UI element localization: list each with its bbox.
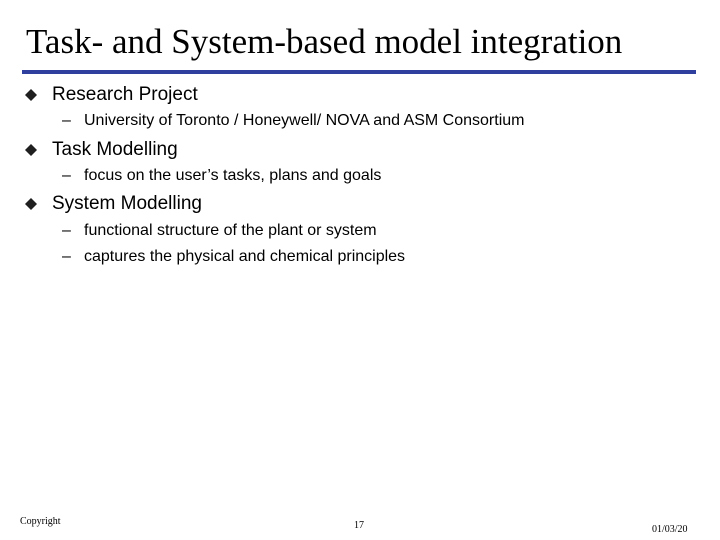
sub-bullet-text: captures the physical and chemical principles bbox=[84, 248, 406, 265]
footer-date: 01/03/20 bbox=[652, 524, 688, 535]
footer-copyright: Copyright bbox=[20, 516, 61, 527]
title-underline bbox=[22, 70, 696, 74]
sub-bullet-item bbox=[62, 247, 405, 267]
dash-marker: – bbox=[62, 112, 71, 129]
diamond-bullet-icon bbox=[25, 144, 37, 156]
dash-marker: – bbox=[62, 248, 71, 265]
diamond-bullet-icon bbox=[25, 198, 37, 210]
dash-marker: – bbox=[62, 167, 71, 184]
sub-bullet-item bbox=[62, 166, 381, 186]
title-underline-bar bbox=[22, 70, 696, 74]
bullet-text: System Modelling bbox=[52, 193, 202, 214]
sub-bullet-item bbox=[62, 221, 377, 241]
sub-bullet-text: functional structure of the plant or system bbox=[84, 222, 377, 239]
dash-marker: – bbox=[62, 222, 71, 239]
sub-bullet-item bbox=[62, 111, 524, 131]
slide-title: Task- and System-based model integration bbox=[26, 22, 623, 61]
sub-bullet-text: University of Toronto / Honeywell/ NOVA and ASM Consortium bbox=[84, 112, 525, 129]
footer-page-number: 17 bbox=[354, 520, 364, 531]
bullet-text: Research Project bbox=[52, 84, 198, 105]
sub-bullet-text: focus on the user’s tasks, plans and goals bbox=[84, 167, 382, 184]
diamond-bullet-icon bbox=[25, 89, 37, 101]
bullet-text: Task Modelling bbox=[52, 139, 178, 160]
